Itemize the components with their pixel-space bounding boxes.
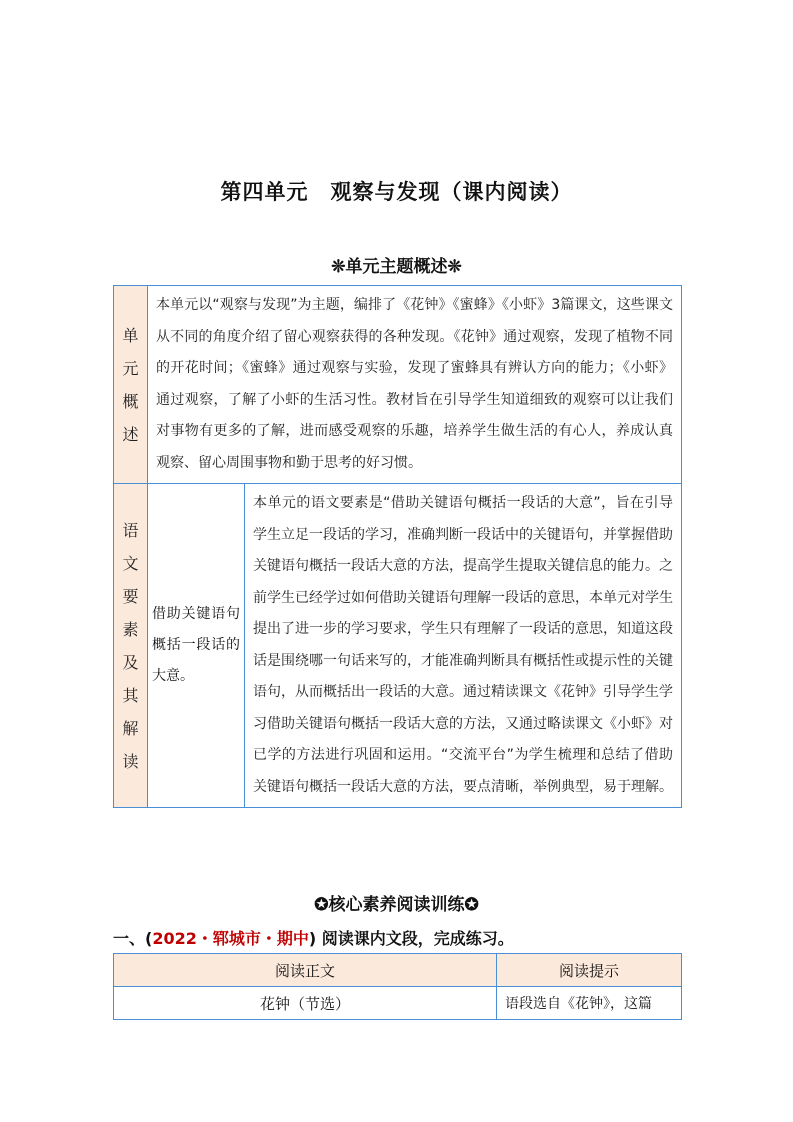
unit-summary-text: 本单元以“观察与发现”为主题，编排了《花钟》《蜜蜂》《小虾》3篇课文，这些课文从不同的角度介绍了留心观察获得的各种发现。《花钟》通过观察，发现了植物不同的开花时间；《蜜蜂》通过观察与实验，发现了蜜蜂具有辨认方向的能力；《小虾》通过观察，了解了小虾的生活习性。教材旨在引导学生知道细致的观察可以让我们对事物有更多的了解，进而感受观察的乐趣，培养学生做生活的有心人，养成认真观察、留心周围事物和勤于思考的好习惯。 [148, 286, 682, 484]
exercise-heading [113, 926, 514, 949]
unit-summary-label: 单 元 概 述 [114, 286, 148, 484]
overview-row [114, 286, 682, 484]
reading-table-row [114, 987, 682, 1020]
language-elements-row [114, 484, 682, 808]
language-element-interpretation: 本单元的语文要素是“借助关键语句概括一段话的大意”，旨在引导学生立足一段话的学习，准确判断一段话中的关键语句，并掌握借助关键语句概括一段话大意的方法，提高学生提取关键信息的能力。之前学生已经学过如何借助关键语句理解一段话的意思，本单元对学生提出了进一步的学习要求，学生只有理解了一段话的意思，知道这段话是围绕哪一句话来写的，才能准确判断具有概括性或提示性的关键语句，从而概括出一段话的大意。通过精读课文《花钟》引导学生学习借助关键语句概括一段话大意的方法，又通过略读课文《小虾》对已学的方法进行巩固和运用。“交流平台”为学生梳理和总结了借助关键语句概括一段话大意的方法，要点清晰，举例典型，易于理解。 [245, 484, 682, 808]
reading-table [113, 953, 682, 1020]
unit-overview-table [113, 285, 682, 808]
language-elements-label: 语 文 要 素 及 其 解 读 [114, 484, 148, 808]
exercise-source: 2022・郓城市・期中 [152, 929, 309, 948]
exercise-instruction: ) 阅读课内文段，完成练习。 [308, 929, 514, 948]
reading-training-heading: ✪核心素养阅读训练✪ [314, 895, 479, 915]
reading-table-header [114, 954, 682, 987]
reading-hint: 语段选自《花钟》，这篇 [497, 987, 682, 1020]
col-reading-text: 阅读正文 [114, 954, 497, 987]
page-title: 第四单元 观察与发现（课内阅读） [220, 179, 573, 204]
unit-overview-heading: ❊单元主题概述❊ [331, 257, 462, 277]
language-element-key: 借助关键语句概括一段话的大意。 [148, 484, 245, 808]
passage-title: 花钟（节选） [114, 987, 497, 1020]
col-reading-hint: 阅读提示 [497, 954, 682, 987]
exercise-prefix: 一、( [113, 929, 153, 948]
